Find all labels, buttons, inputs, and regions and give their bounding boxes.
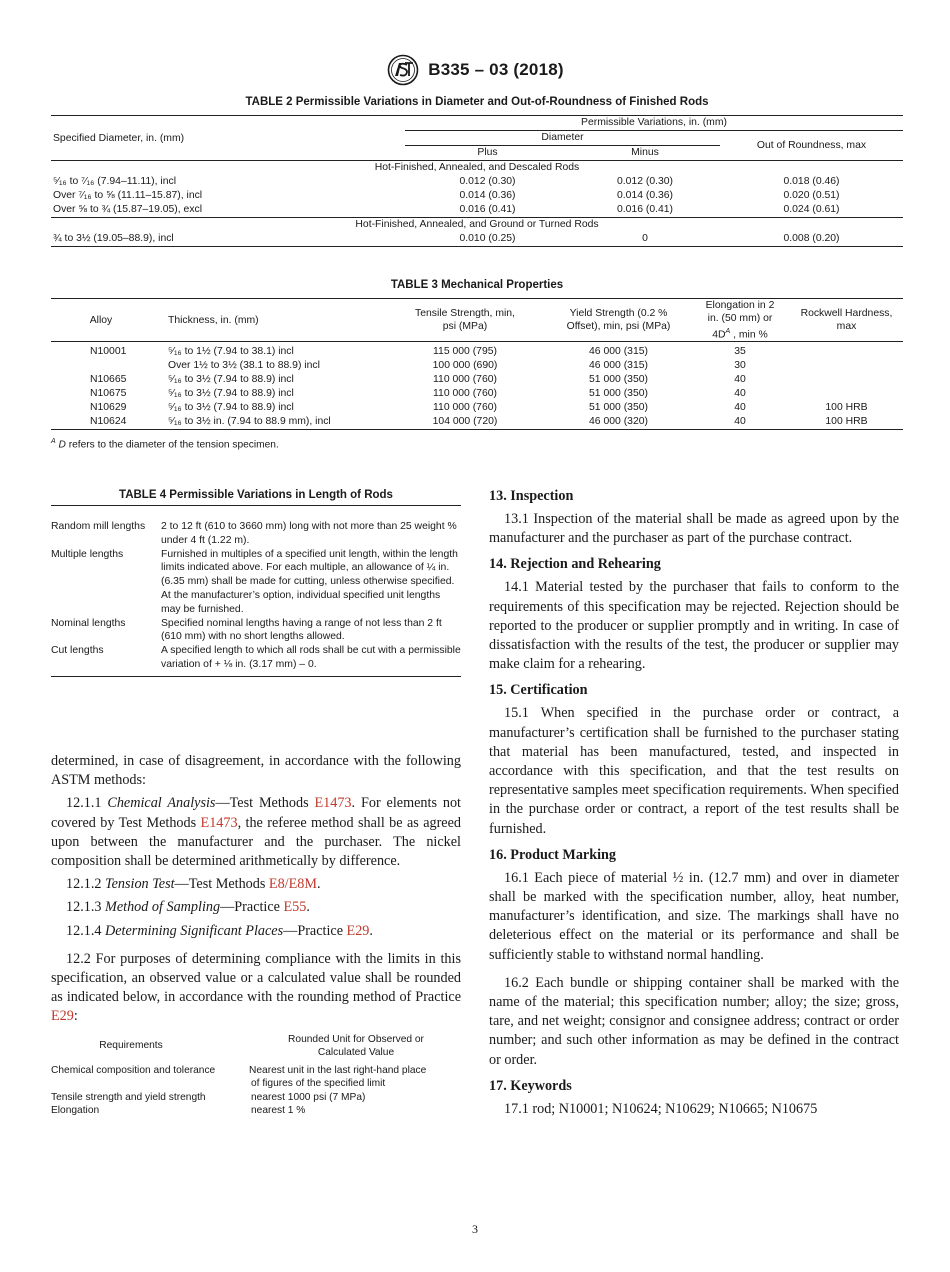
paragraph-14-1: 14.1 Material tested by the purchaser that fails to conform to the requirements of this specification may be rejected. Rejection should be reported to the producer or supplier promptly and in writing. In case of dissatisfaction with the results of the test, the producer or supplier may make claim for a rehearing. <box>489 579 899 673</box>
link-e8-e8m[interactable]: E8/E8M <box>268 876 317 893</box>
table3-row <box>51 373 903 387</box>
section-14-heading: 14. Rejection and Rehearing <box>489 556 661 573</box>
paragraph-17-1: 17.1 rod; N10001; N10624; N10629; N10665; N10675 <box>504 1100 818 1117</box>
table2-cell-plus: 0.010 (0.25) <box>459 233 516 244</box>
table2-header-specified: Specified Diameter, in. (mm) <box>51 116 405 161</box>
table3-row <box>51 415 903 430</box>
table2-cell-out-of-roundness: 0.024 (0.61) <box>783 204 840 215</box>
table3-cell-rockwell <box>790 359 903 373</box>
section-17-heading: 17. Keywords <box>489 1077 572 1094</box>
link-e29[interactable]: E29 <box>346 922 370 939</box>
right-column <box>489 486 899 1119</box>
table3-cell-yield: 46 000 (315) <box>589 360 648 372</box>
paragraph-16-2: 16.2 Each bundle or shipping container shall be marked with the name of the material; this specification number; alloy; the size; gross, tare, and net weight; consignor and consignee address; contract or order number; and such other information as may be defined in the contract or order. <box>489 974 899 1068</box>
table3-cell-rockwell <box>790 373 903 387</box>
table4-row <box>51 644 461 672</box>
table2-cell-out-of-roundness: 0.018 (0.46) <box>783 176 840 187</box>
table3-footnote: $^A$ D refers to the diameter of the tension specimen. <box>51 438 279 451</box>
table3-cell-yield: 51 000 (350) <box>589 374 648 386</box>
table4-cell-description: Furnished in multiples of a specified unit length, within the length limits indicated above. For each multiple, an allowance of ¼ in. (6.35 mm) shall be made for cutting, unless otherwise specified. At the manufacturer’s option, individual specified unit lengths may be furnished. <box>161 548 458 615</box>
rounding-cell-unit: nearest 1000 psi (7 MPa) <box>251 1091 366 1103</box>
paragraph-12-1-4: 12.1.4 Determining Significant Places—Practice E29. <box>66 922 373 939</box>
table2-row <box>51 203 903 218</box>
table3-header-rockwell: Rockwell Hardness, max <box>800 308 893 333</box>
table3-cell-thickness: ⁵⁄₁₆ to 3½ (7.94 to 88.9) incl <box>168 388 294 400</box>
table4-cell-description: Specified nominal lengths having a range of not less than 2 ft (610 mm) with no short lengths allowed. <box>161 617 442 643</box>
table3-cell-yield: 46 000 (315) <box>589 346 648 358</box>
rounding-cell-requirement: Chemical composition and tolerance <box>51 1064 216 1076</box>
link-e55[interactable]: E55 <box>283 899 307 916</box>
paragraph-12-1-1: 12.1.1 Chemical Analysis—Test Methods E1473. For elements not covered by Test Methods E1473, the referee method shall be as agreed upon between the manufacturer and the purchaser. The nickel composition shall be determined arithmetically by difference. <box>51 795 461 870</box>
table3-cell-alloy: N10629 <box>90 402 127 414</box>
table3-cell-elongation: 40 <box>734 416 746 428</box>
rounding-row <box>51 1064 461 1091</box>
table3-cell-tensile: 115 000 (795) <box>433 346 497 358</box>
table2-cell-out-of-roundness: 0.020 (0.51) <box>783 190 840 201</box>
table2-cell-diameter-range: Over ⁷⁄₁₆ to ⅝ (11.11–15.87), incl <box>53 190 203 201</box>
table3-header-yield: Yield Strength (0.2 % Offset), min, psi (MPa) <box>566 308 671 333</box>
table4-cell-description: A specified length to which all rods shall be cut with a permissible variation of + ⅛ in. (3.17 mm) – 0. <box>161 645 461 670</box>
table2-cell-plus: 0.012 (0.30) <box>459 176 516 187</box>
table4-cell-description: 2 to 12 ft (610 to 3660 mm) long with not more than 25 weight % under 4 ft (1.22 m). <box>161 521 457 546</box>
rounding-row <box>51 1104 461 1118</box>
table3-caption: TABLE 3 Mechanical Properties <box>390 279 564 291</box>
table4-cell-length-type: Random mill lengths <box>51 521 146 532</box>
table3-cell-yield: 51 000 (350) <box>589 402 648 414</box>
table4-cell-length-type: Cut lengths <box>51 645 104 657</box>
link-e1473[interactable]: E1473 <box>314 795 352 812</box>
table4-row <box>51 617 461 645</box>
rounding-header-unit: Rounded Unit for Observed or Calculated Value <box>288 1033 424 1059</box>
table3 <box>51 298 903 430</box>
link-e1473[interactable]: E1473 <box>200 814 238 831</box>
table3-cell-thickness: ⁵⁄₁₆ to 3½ (7.94 to 88.9) incl <box>168 402 294 414</box>
table2-header-permissible: Permissible Variations, in. (mm) <box>405 116 903 131</box>
link-e29[interactable]: E29 <box>51 1008 74 1025</box>
section-15-heading: 15. Certification <box>489 682 588 699</box>
table2-cell-plus: 0.016 (0.41) <box>459 204 516 215</box>
document-title: B335 – 03 (2018) <box>428 60 564 79</box>
rounding-cell-unit: Nearest unit in the last right-hand place of figures of the specified limit <box>249 1064 427 1090</box>
table2 <box>51 115 903 247</box>
table3-cell-tensile: 100 000 (690) <box>432 360 498 372</box>
table3-header-thickness: Thickness, in. (mm) <box>168 314 259 326</box>
table3-cell-yield: 46 000 (320) <box>589 416 648 428</box>
table2-group-label: Hot-Finished, Annealed, and Descaled Rods <box>374 162 580 173</box>
rounding-cell-requirement: Tensile strength and yield strength <box>51 1091 206 1103</box>
table3-cell-thickness: ⁵⁄₁₆ to 3½ in. (7.94 to 88.9 mm), incl <box>168 416 331 428</box>
table3-cell-tensile: 110 000 (760) <box>433 374 497 386</box>
paragraph-12-2: 12.2 For purposes of determining compliance with the limits in this specification, an observed value or a calculated value shall be rounded as indicated below, in accordance with the rounding method of Practice E29: <box>51 950 461 1025</box>
table3-header-alloy: Alloy <box>89 314 113 326</box>
table3-cell-alloy: N10001 <box>90 346 127 358</box>
table3-row <box>51 401 903 415</box>
table2-header-minus: Minus <box>631 147 659 158</box>
table3-cell-tensile: 110 000 (760) <box>433 388 497 400</box>
table2-cell-minus: 0.012 (0.30) <box>616 176 674 187</box>
table4 <box>51 505 461 677</box>
table4-row <box>51 520 461 548</box>
table3-cell-elongation: 40 <box>734 374 746 386</box>
table3-row <box>51 387 903 401</box>
section-13-heading: 13. Inspection <box>489 488 574 504</box>
table3-header-elongation: Elongation in 2 in. (50 mm) or $4D^A$ , min % <box>705 300 775 341</box>
table2-caption: TABLE 2 Permissible Variations in Diameter and Out-of-Roundness of Finished Rods <box>245 96 709 108</box>
paragraph-16-1: 16.1 Each piece of material ½ in. (12.7 mm) and over in diameter shall be marked with the specification number, alloy, heat number, manufacturer’s identification, and size. The markings shall have no deleterious effect on the material or its performance and shall be sufficiently stable to withstand normal handling. <box>489 869 899 963</box>
paragraph-15-1: 15.1 When specified in the purchase order or contract, a manufacturer’s certification shall be furnished to the purchaser stating that material has been manufactured, tested, and inspected in accordance with this specification, and that the test results on representative samples meet specification requirements. When specified in the purchase order or contract, a report of the test results shall be furnished. <box>489 705 899 837</box>
table2-cell-diameter-range: Over ⅝ to ¾ (15.87–19.05), excl <box>53 204 203 215</box>
table2-cell-plus: 0.014 (0.36) <box>459 190 516 201</box>
rounding-header-requirements: Requirements <box>99 1040 163 1052</box>
table3-cell-alloy <box>51 359 151 373</box>
table3-cell-alloy: N10665 <box>90 374 127 386</box>
table2-cell-diameter-range: ¾ to 3½ (19.05–88.9), incl <box>53 233 174 244</box>
paragraph-13-1: 13.1 Inspection of the material shall be made as agreed upon by the manufacturer and the purchaser as part of the purchase contract. <box>489 511 899 547</box>
paragraph-12-1-3: 12.1.3 Method of Sampling—Practice E55. <box>66 899 310 916</box>
table2-cell-minus: 0 <box>642 233 648 244</box>
table3-header-tensile: Tensile Strength, min, psi (MPa) <box>415 308 515 333</box>
table2-cell-minus: 0.016 (0.41) <box>616 204 674 215</box>
table4-cell-length-type: Nominal lengths <box>51 617 126 629</box>
page-header <box>0 54 950 86</box>
table3-cell-thickness: ⁵⁄₁₆ to 1½ (7.94 to 38.1) incl <box>168 346 294 358</box>
table3-cell-thickness: Over 1½ to 3½ (38.1 to 88.9) incl <box>168 360 320 372</box>
table2-header-diameter: Diameter <box>405 131 720 146</box>
table2-group-label: Hot-Finished, Annealed, and Ground or Turned Rods <box>355 219 599 230</box>
rounding-cell-requirement: Elongation <box>51 1105 100 1117</box>
table2-row <box>51 189 903 203</box>
table3-cell-rockwell <box>790 387 903 401</box>
section-16-heading: 16. Product Marking <box>489 846 617 863</box>
table2-header-plus: Plus <box>477 147 498 158</box>
table3-row <box>51 359 903 373</box>
table2-cell-minus: 0.014 (0.36) <box>616 190 674 201</box>
paragraph-12-1-continued: determined, in case of disagreement, in accordance with the following ASTM methods: <box>51 753 461 789</box>
table3-cell-rockwell: 100 HRB <box>825 402 868 414</box>
table3-cell-thickness: ⁵⁄₁₆ to 3½ (7.94 to 88.9) incl <box>168 374 294 386</box>
table4-row <box>51 548 461 617</box>
table3-cell-elongation: 30 <box>734 360 746 372</box>
page-number: 3 <box>472 1222 478 1236</box>
table3-cell-tensile: 104 000 (720) <box>432 416 498 428</box>
table2-header-out-of-roundness: Out of Roundness, max <box>720 131 903 161</box>
astm-logo-icon <box>386 54 420 86</box>
table3-cell-elongation: 40 <box>734 388 746 400</box>
table3-cell-rockwell <box>790 342 903 360</box>
table3-cell-tensile: 110 000 (760) <box>433 402 497 414</box>
table3-cell-yield: 51 000 (350) <box>589 388 648 400</box>
paragraph-12-1-2: 12.1.2 Tension Test—Test Methods E8/E8M. <box>66 876 321 893</box>
table2-row <box>51 175 903 189</box>
table3-cell-alloy: N10624 <box>90 416 127 428</box>
table3-cell-rockwell: 100 HRB <box>825 416 868 428</box>
table2-cell-out-of-roundness: 0.008 (0.20) <box>783 233 840 244</box>
rounding-row <box>51 1091 461 1105</box>
table4-cell-length-type: Multiple lengths <box>51 548 124 560</box>
table3-cell-elongation: 40 <box>734 402 746 414</box>
table2-cell-diameter-range: ⁵⁄₁₆ to ⁷⁄₁₆ (7.94–11.11), incl <box>53 176 177 187</box>
table3-row <box>51 342 903 360</box>
left-column <box>51 752 461 1118</box>
rounding-cell-unit: nearest 1 % <box>251 1105 306 1117</box>
table4-caption: TABLE 4 Permissible Variations in Length of Rods <box>119 489 393 501</box>
rounding-table <box>51 1033 461 1118</box>
table2-row <box>51 232 903 247</box>
table3-cell-alloy: N10675 <box>90 388 127 400</box>
table3-cell-elongation: 35 <box>734 346 746 358</box>
